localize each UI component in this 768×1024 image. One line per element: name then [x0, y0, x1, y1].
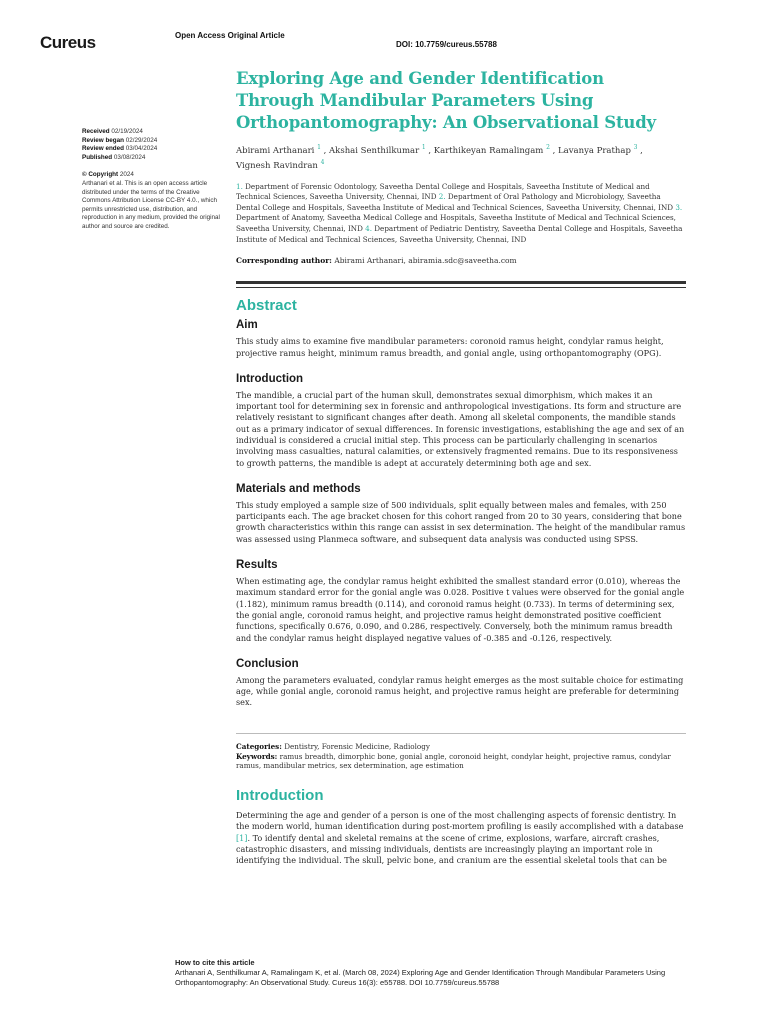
aim-heading: Aim	[236, 319, 258, 332]
affiliations	[236, 182, 686, 246]
divider	[236, 287, 686, 288]
affiliation-text: Department of Anatomy, Saveetha Medical College and Hospitals, Saveetha Institute of Medical and Technical Sciences, Saveetha University, Chennai, IND	[236, 213, 676, 234]
publication-history	[82, 128, 222, 232]
abstract-introduction-text: The mandible, a crucial part of the human skull, demonstrates sexual dimorphism, which makes it an important tool for determining sex in forensic and anthropological investigations. Its form and structure are relatively resistant to significant changes after death. Among all skeletal components, the mandible stands out as a primary indicator of sexual differences. In forensic investigations, establishing the age and sex of an individual is considered a crucial initial step. This process can be particularly challenging in scenarios involving mass casualties, natural calamities, or extensively fragmented remains. Due to its responsiveness to growth patterns, the mandible is adept at accurately determining both age and sex.	[236, 389, 685, 468]
author-name[interactable]: Abirami Arthanari	[236, 145, 315, 156]
license-text: Arthanari et al. This is an open access article distributed under the terms of the Creative Commons Attribution License CC-BY 4.0., which permits unrestricted use, distribution, and reproduction in any medium, provided the original author and source are credited.	[82, 179, 220, 230]
cite-heading: How to cite this article	[175, 958, 255, 967]
author-affiliation-marker[interactable]: 3	[633, 144, 638, 151]
keywords: Keywords: ramus breadth, dimorphic bone, gonial angle, coronoid height, condylar height, projective ramus, condylar ramus, mandibular metrics, sex determination, age estimation	[236, 751, 671, 771]
affiliation-number: 4.	[365, 224, 372, 234]
methods-heading: Materials and methods	[236, 482, 361, 495]
results-text: When estimating age, the condylar ramus height exhibited the smallest standard error (0.010), whereas the maximum standard error for the gonial angle was 0.028. Positive t values were observed for the gonial angle (1.182), minimum ramus breadth (0.114), and coronoid ramus height (0.733). In terms of determining sex, the gonial angle, coronoid ramus height, and projective ramus height demonstrated positive coefficient functions, specifically 0.676, 0.090, and 0.286, respectively. Conversely, both the minimum ramus breadth and the condylar ramus height displayed negative values of -0.385 and -0.126, respectively.	[236, 576, 685, 643]
author-name[interactable]: Lavanya Prathap	[558, 145, 631, 156]
methods-text: This study employed a sample size of 500 individuals, split equally between males and females, with 250 participants each. The age bracket chosen for this cohort ranged from 20 to 30 years, considering that bone growth characteristics within this range can assist in sex determination. The height of the mandibular ramus was assessed using Planmeca software, and subsequent data analysis was conducted using SPSS.	[236, 499, 686, 544]
affiliation-number: 2.	[438, 192, 446, 202]
author-affiliation-marker[interactable]: 1	[421, 144, 426, 151]
how-to-cite	[175, 958, 735, 989]
divider	[236, 281, 686, 284]
copyright: © Copyright 2024	[82, 171, 134, 179]
introduction-text: Determining the age and gender of a person is one of the most challenging aspects of forensic dentistry. In the modern world, human identification during post-mortem profiling is easily accomplished with a database [1]. To identify dental and skeletal remains at the scene of crime, explosions, warfare, aircraft crashes, catastrophic disasters, and missing individuals, dentists are increasingly playing an important role in identifying the individual. The skull, pelvic bone, and cranium are the essential skeletal tools that can be	[236, 810, 684, 866]
corresponding-author-contact[interactable]: Abirami Arthanari, abiramia.sdc@saveetha.com	[334, 256, 517, 266]
journal-logo: Cureus	[40, 33, 96, 52]
author-name[interactable]: Akshai Senthilkumar	[329, 145, 420, 156]
article-type: Open Access Original Article	[175, 31, 285, 40]
article-title: Exploring Age and Gender Identification Through Mandibular Parameters Using Orthopantomography: An Observational Study	[236, 69, 656, 132]
author-affiliation-marker[interactable]: 2	[546, 144, 550, 151]
published-date: Published 03/08/2024	[82, 153, 146, 161]
article-main	[236, 68, 686, 867]
abstract-heading: Abstract	[236, 297, 297, 315]
divider	[236, 733, 686, 734]
results-heading: Results	[236, 559, 278, 572]
categories-keywords	[236, 742, 686, 771]
doi[interactable]: DOI: 10.7759/cureus.55788	[396, 40, 497, 49]
categories: Categories: Dentistry, Forensic Medicine, Radiology	[236, 741, 430, 751]
conclusion-heading: Conclusion	[236, 657, 299, 670]
affiliation-text: Department of Oral Pathology and Microbiology, Saveetha Dental College and Hospitals, Saveetha Institute of Medical and Technical Sciences, Saveetha University, Chennai, IND	[236, 192, 674, 212]
aim-text: This study aims to examine five mandibular parameters: coronoid ramus height, condylar ramus height, projective ramus height, minimum ramus breadth, and gonial angle, using orthopantomography (OPG).	[236, 336, 664, 358]
corresponding-author: Corresponding author: Abirami Arthanari, abiramia.sdc@saveetha.com	[236, 256, 517, 266]
affiliation-text: Department of Pediatric Dentistry, Saveetha Dental College and Hospitals, Saveetha Institute of Medical and Technical Sciences, Saveetha University, Chennai, IND	[236, 224, 683, 244]
received-date: Received 02/19/2024	[82, 128, 143, 135]
author-affiliation-marker[interactable]: 1	[317, 144, 321, 151]
author-affiliation-marker[interactable]: 4	[320, 158, 325, 166]
review-ended-date: Review ended 03/04/2024	[82, 145, 158, 153]
introduction-heading: Introduction	[236, 787, 324, 805]
affiliation-number: 3.	[675, 202, 683, 212]
affiliation-text: Department of Forensic Odontology, Saveetha Dental College and Hospitals, Saveetha Institute of Medical and Technical Sciences, Saveetha University, Chennai, IND	[236, 181, 650, 202]
author-list: Abirami Arthanari $^1$ , Akshai Senthilkumar $^1$ , Karthikeyan Ramalingam $^2$ , Lavanya Prathap $^3$ , Vignesh Ravindran $^4$	[236, 144, 643, 171]
conclusion-text: Among the parameters evaluated, condylar ramus height emerges as the most suitable choice for estimating age, while gonial angle, coronoid ramus height, and projective ramus height are preferable for determining sex.	[236, 674, 684, 708]
review-began-date: Review began 02/29/2024	[82, 136, 158, 144]
citation-link[interactable]: [1]	[236, 832, 248, 843]
author-name[interactable]: Karthikeyan Ramalingam	[433, 145, 544, 156]
affiliation-number: 1.	[236, 181, 243, 191]
author-name[interactable]: Vignesh Ravindran	[236, 160, 318, 171]
citation-text: Arthanari A, Senthilkumar A, Ramalingam K, et al. (March 08, 2024) Exploring Age and Gender Identification Through Mandibular Parameters Using Orthopantomography: An Observational Study. Cureus 16(3): e55788. DOI 10.7759/cureus.55788	[175, 968, 666, 988]
abstract-introduction-heading: Introduction	[236, 372, 304, 385]
